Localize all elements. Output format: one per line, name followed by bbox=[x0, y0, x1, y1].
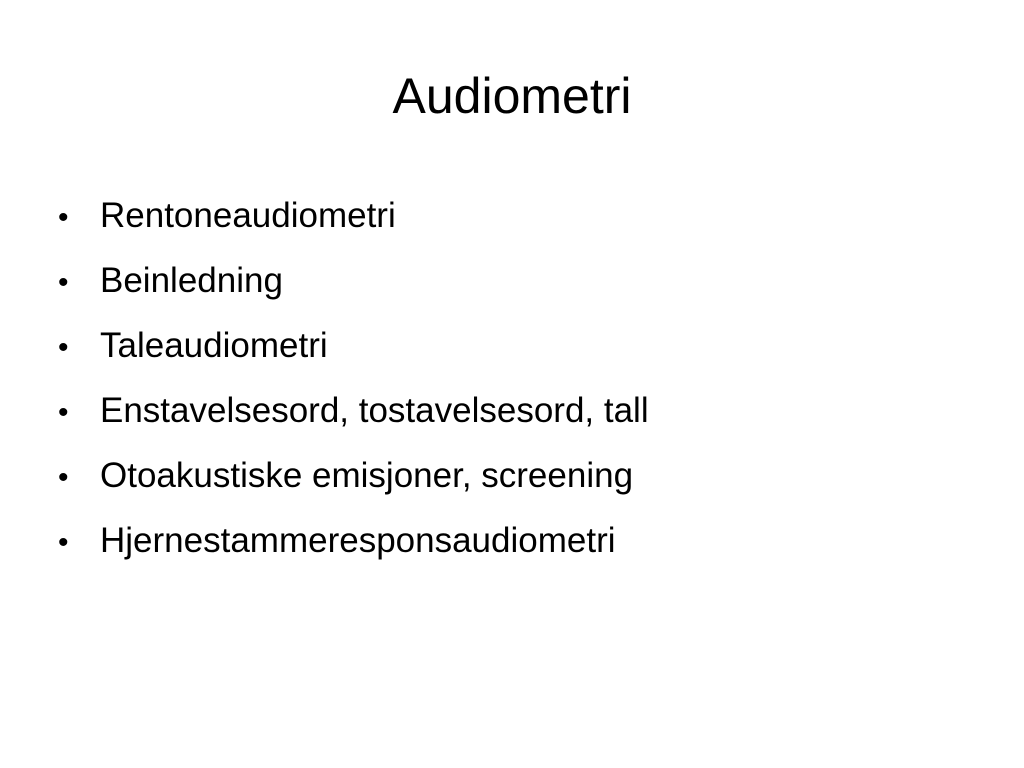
bullet-icon: • bbox=[58, 331, 69, 364]
bullet-icon: • bbox=[58, 266, 69, 299]
bullet-item bbox=[58, 508, 998, 573]
bullet-text: Hjernestammeresponsaudiometri bbox=[100, 521, 616, 560]
bullet-text: Beinledning bbox=[100, 261, 283, 300]
bullet-item bbox=[58, 183, 998, 248]
bullet-item bbox=[58, 378, 998, 443]
slide-title: Audiometri bbox=[392, 68, 632, 124]
bullet-icon: • bbox=[58, 526, 69, 559]
bullet-icon: • bbox=[58, 396, 69, 429]
bullet-item bbox=[58, 248, 998, 313]
bullet-icon: • bbox=[58, 461, 69, 494]
bullet-item bbox=[58, 443, 998, 508]
bullet-text: Rentoneaudiometri bbox=[100, 196, 396, 235]
bullet-text: Enstavelsesord, tostavelsesord, tall bbox=[100, 391, 649, 430]
bullet-text: Taleaudiometri bbox=[100, 326, 328, 365]
bullet-item bbox=[58, 313, 998, 378]
bullet-icon: • bbox=[58, 201, 69, 234]
bullet-text: Otoakustiske emisjoner, screening bbox=[100, 456, 634, 495]
bullet-list bbox=[58, 183, 998, 573]
